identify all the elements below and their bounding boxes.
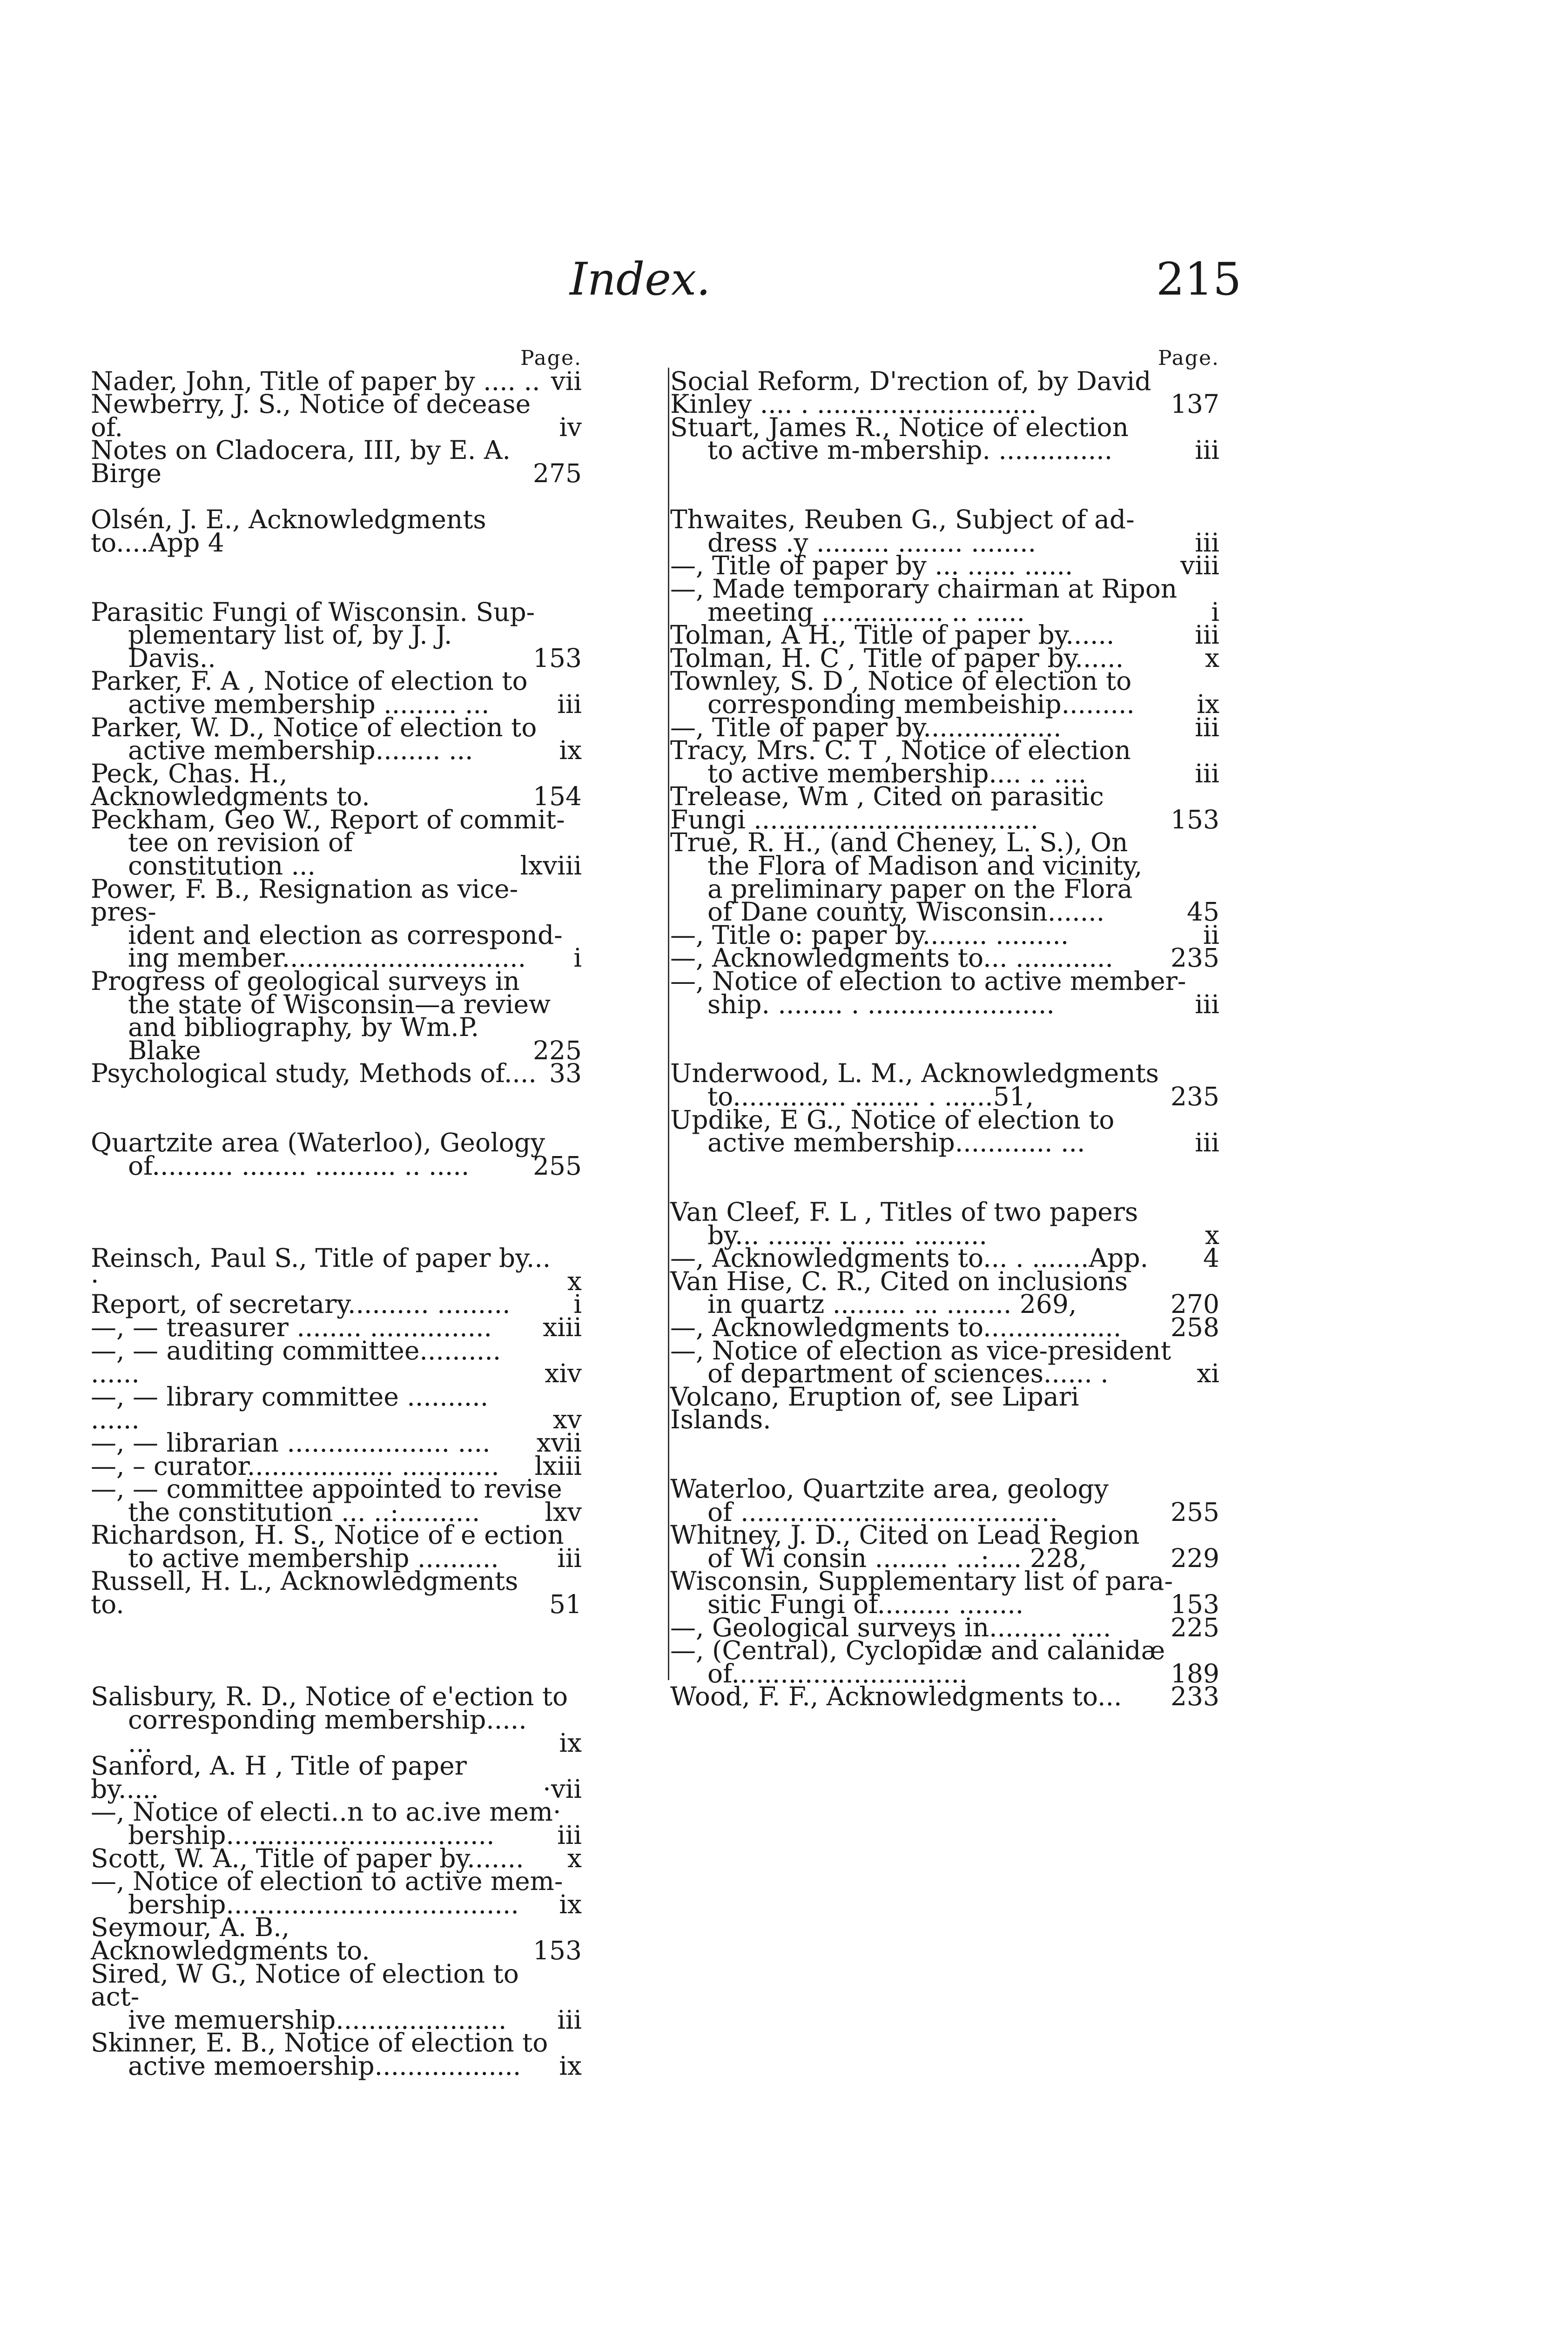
entry-text: Richardson, H. S., Notice of e ection <box>91 1520 564 1550</box>
index-entry <box>670 1681 1219 1712</box>
page-column-label: Page. <box>1157 346 1219 370</box>
entry-page-ref: iii <box>557 1543 582 1573</box>
entry-text: Russell, H. L., Acknowledgments to. <box>91 1566 526 1620</box>
spacer <box>670 1016 1219 1039</box>
index-entry <box>91 389 582 442</box>
spacer <box>91 1177 582 1201</box>
entry-text: Parker, W. D., Notice of election to <box>91 712 537 742</box>
column-divider <box>668 368 669 1680</box>
spacer <box>91 1616 582 1640</box>
entry-page-ref: 225 <box>533 1035 582 1065</box>
entry-page-ref: ix <box>559 735 582 766</box>
entry-page-ref: i <box>1211 597 1219 627</box>
entry-text: Seymour, A. B., Acknowledgments to. <box>91 1912 370 1965</box>
entry-text: of............................. <box>707 1658 968 1688</box>
spacer <box>670 1155 1219 1178</box>
entry-text: Report, of secretary.......... ......... <box>91 1289 511 1319</box>
entry-text: bership.................................... <box>128 1889 519 1919</box>
entry-text: —, — auditing committee.......... ...... <box>91 1335 509 1389</box>
entry-page-ref: lxv <box>545 1497 582 1527</box>
entry-text: Trelease, Wm , Cited on parasitic <box>670 781 1104 812</box>
entry-text: to active membership.... .. .... <box>707 758 1087 788</box>
entry-text: Kinley .... . ........................... <box>670 389 1037 419</box>
entry-text: Waterloo, Quartzite area, geology <box>670 1474 1109 1504</box>
entry-text: —, Acknowledgments to... . .......App. <box>670 1243 1149 1273</box>
entry-page-ref: 189 <box>1171 1658 1219 1688</box>
entry-page-ref: ii <box>1203 920 1219 950</box>
index-entry <box>91 758 582 812</box>
index-entry <box>91 1705 582 1758</box>
entry-text: —, — librarian .................... .... <box>91 1427 491 1458</box>
entry-text: a preliminary paper on the Flora <box>707 874 1133 904</box>
index-entry <box>91 1058 582 1089</box>
entry-text: Scott, W. A., Title of paper by....... <box>91 1843 524 1873</box>
entry-text: Nader, John, Title of paper by .... .. <box>91 366 540 396</box>
entry-text: Quartzite area (Waterloo), Geology <box>91 1128 545 1158</box>
entry-text: Tolman, H. C , Title of paper by...... <box>670 643 1124 673</box>
entry-page-ref: i <box>573 943 582 973</box>
index-entry <box>91 1381 582 1435</box>
entry-text: —, Notice of election to active member- <box>670 966 1186 996</box>
entry-text: Peckham, Geo W., Report of commit- <box>91 804 565 834</box>
entry-text: of Wi consin ......... ...:.... 228, <box>707 1543 1087 1573</box>
spacer <box>91 1085 582 1109</box>
entry-text: —, Geological surveys in......... ..... <box>670 1612 1111 1642</box>
entry-page-ref: 270 <box>1171 1289 1219 1319</box>
index-entry <box>670 989 1219 1019</box>
entry-page-ref: 235 <box>1171 943 1219 973</box>
entry-text: Psychological study, Methods of.... <box>91 1058 537 1089</box>
entry-text: ing member.............................. <box>128 943 526 973</box>
entry-text: Salisbury, R. D., Notice of e'ection to <box>91 1681 568 1712</box>
entry-text: Parasitic Fungi of Wisconsin. Sup- <box>91 597 535 627</box>
entry-page-ref: ix <box>559 2051 582 2081</box>
page-header <box>570 251 1242 316</box>
entry-text: Notes on Cladocera, III, by E. A. Birge <box>91 435 519 488</box>
entry-text: sitic Fungi of......... ........ <box>707 1589 1024 1620</box>
spacer <box>91 1639 582 1662</box>
index-entry <box>91 435 582 488</box>
entry-text: dress .y ......... ........ ........ <box>707 527 1036 558</box>
entry-text: to.............. ........ . ......51, <box>707 1082 1034 1111</box>
entry-page-ref: vii <box>551 366 582 396</box>
page-title: Index. <box>570 253 711 305</box>
entry-page-ref: ix <box>1197 689 1219 719</box>
index-entry <box>91 1912 582 1965</box>
entry-text: Peck, Chas. H., Acknowledgments to. <box>91 758 370 812</box>
entry-text: True, R. H., (and Cheney, L. S.), On <box>670 827 1128 858</box>
entry-text: active memoership.................. <box>128 2051 521 2081</box>
entry-page-ref: ·vii <box>543 1774 582 1804</box>
entry-page-ref: 33 <box>549 1058 582 1089</box>
entry-text: —, Title of paper by ... ...... ...... <box>670 551 1073 581</box>
entry-text: —, – curator.................. ............ <box>91 1451 499 1481</box>
entry-text: plementary list of, by J. J. Davis.. <box>128 620 460 673</box>
entry-text: Parker, F. A , Notice of election to <box>91 666 528 696</box>
entry-text: Islands. <box>670 1405 771 1435</box>
entry-page-ref: iii <box>1195 712 1219 742</box>
entry-text: Skinner, E. B., Notice of election to <box>91 2028 548 2058</box>
entry-text: —, — committee appointed to revise <box>91 1474 562 1504</box>
entry-text: Townley, S. D , Notice of election to <box>670 666 1132 696</box>
index-entry <box>670 1405 1219 1435</box>
entry-page-ref: iii <box>1195 1128 1219 1158</box>
entry-text: ship. ........ . ....................... <box>707 989 1055 1019</box>
entry-page-ref: xv <box>552 1405 582 1435</box>
page-number: 215 <box>1156 253 1242 305</box>
index-entry <box>91 827 582 881</box>
entry-text: —, — library committee .......... ...... <box>91 1381 505 1435</box>
entry-text: Whitney, J. D., Cited on Lead Region <box>670 1520 1140 1550</box>
entry-text: ive memuership..................... <box>128 2004 507 2035</box>
entry-text: —, Title o: paper by........ ......... <box>670 920 1069 950</box>
entry-page-ref: iii <box>1195 758 1219 788</box>
spacer <box>670 1432 1219 1455</box>
entry-page-ref: iii <box>1195 620 1219 650</box>
entry-page-ref: 153 <box>1171 804 1219 834</box>
entry-text: —, Made temporary chairman at Ripon <box>670 573 1178 604</box>
entry-page-ref: lxviii <box>520 851 582 881</box>
entry-text: Power, F. B., Resignation as vice-pres- <box>91 874 518 927</box>
entry-text: Underwood, L. M., Acknowledgments <box>670 1058 1159 1089</box>
entry-text: Reinsch, Paul S., Title of paper by... · <box>91 1243 559 1296</box>
entry-text: the state of Wisconsin—a review <box>128 989 551 1019</box>
entry-text: Tolman, A H., Title of paper by...... <box>670 620 1115 650</box>
index-entry <box>91 1150 582 1181</box>
entry-page-ref: iii <box>1195 527 1219 558</box>
entry-page-ref: iv <box>559 412 582 442</box>
page-column-label: Page. <box>520 346 582 370</box>
entry-page-ref: 51 <box>549 1589 582 1620</box>
entry-page-ref: 229 <box>1171 1543 1219 1573</box>
spacer <box>91 1201 582 1224</box>
spacer <box>91 554 582 578</box>
entry-text: —, (Central), Cyclopidæ and calanidæ <box>670 1635 1165 1666</box>
entry-page-ref: 225 <box>1171 1612 1219 1642</box>
entry-text: and bibliography, by Wm.P. Blake <box>128 1012 487 1065</box>
index-entry <box>91 1012 582 1065</box>
entry-text: Fungi ................................... <box>670 804 1039 834</box>
entry-page-ref: 4 <box>1203 1243 1219 1273</box>
entry-text: —, Acknowledgments to................. <box>670 1312 1122 1342</box>
index-column-right <box>670 346 1219 1712</box>
index-entry <box>91 2051 582 2081</box>
index-entry <box>91 620 582 673</box>
entry-page-ref: lxiii <box>534 1451 582 1481</box>
index-entry <box>91 1243 582 1296</box>
entry-text: Progress of geological surveys in <box>91 966 520 996</box>
entry-page-ref: xi <box>1197 1359 1219 1389</box>
entry-page-ref: 235 <box>1171 1082 1219 1111</box>
entry-text: corresponding membership..... ... <box>128 1705 535 1758</box>
entry-page-ref: iii <box>557 1820 582 1850</box>
spacer <box>670 462 1219 485</box>
entry-text: Van Hise, C. R., Cited on inclusions <box>670 1266 1128 1296</box>
entry-page-ref: 233 <box>1171 1681 1219 1712</box>
entry-text: —, Acknowledgments to... ............ <box>670 943 1113 973</box>
entry-text: to active m-mbership. .............. <box>707 435 1113 465</box>
entry-text: of.......... ........ .......... .. ..... <box>128 1150 470 1181</box>
entry-text: active membership............ ... <box>707 1128 1085 1158</box>
entry-text: Wood, F. F., Acknowledgments to... <box>670 1681 1122 1712</box>
entry-text: Van Cleef, F. L , Titles of two papers <box>670 1197 1138 1227</box>
entry-text: to active membership .......... <box>128 1543 499 1573</box>
entry-text: —, Title of paper by................. <box>670 712 1062 742</box>
index-entry <box>91 1566 582 1620</box>
entry-text: the constitution ... ..:.......... <box>128 1497 480 1527</box>
entry-page-ref: 153 <box>1171 1589 1219 1620</box>
entry-text: —, — treasurer ........ ............... <box>91 1312 492 1342</box>
entry-page-ref: viii <box>1180 551 1219 581</box>
entry-text: Sanford, A. H , Title of paper by..... <box>91 1751 475 1804</box>
entry-text: tee on revision of constitution ... <box>128 827 361 881</box>
index-column-left <box>91 346 582 2081</box>
entry-page-ref: 255 <box>1171 1497 1219 1527</box>
entry-page-ref: x <box>567 1843 582 1873</box>
entry-page-ref: iii <box>1195 435 1219 465</box>
index-entry <box>670 435 1219 465</box>
entry-text: Olsén, J. E., Acknowledgments to....App 4 <box>91 504 495 558</box>
entry-text: the Flora of Madison and vicinity, <box>707 851 1143 881</box>
entry-page-ref: ix <box>559 1728 582 1758</box>
entry-text: of ....................................... <box>707 1497 1058 1527</box>
index-entry <box>91 1335 582 1389</box>
entry-text: ident and election as correspond- <box>128 920 563 950</box>
entry-text: bership................................. <box>128 1820 495 1850</box>
entry-page-ref: x <box>1205 1220 1219 1250</box>
index-entry <box>91 874 582 927</box>
entry-page-ref: iii <box>1195 989 1219 1019</box>
entry-page-ref: i <box>573 1289 582 1319</box>
entry-text: Wisconsin, Supplementary list of para- <box>670 1566 1173 1596</box>
entry-text: corresponding membeiship......... <box>707 689 1135 719</box>
entry-text: —, Notice of election as vice-president <box>670 1335 1171 1365</box>
entry-page-ref: 137 <box>1171 389 1219 419</box>
entry-text: of department of sciences...... . <box>707 1359 1109 1389</box>
entry-page-ref: xvii <box>536 1427 582 1458</box>
entry-text: —, Notice of electi..n to ac.ive mem· <box>91 1797 561 1827</box>
entry-page-ref: x <box>1205 643 1219 673</box>
entry-text: by... ........ ........ ......... <box>707 1220 987 1250</box>
entry-text: active membership........ ... <box>128 735 473 766</box>
entry-page-ref: 153 <box>533 1935 582 1965</box>
index-entry <box>91 504 582 558</box>
index-entry <box>670 1128 1219 1158</box>
entry-page-ref: 154 <box>533 781 582 812</box>
entry-page-ref: iii <box>557 2004 582 2035</box>
entry-text: of Dane county, Wisconsin....... <box>707 897 1105 927</box>
entry-text: active membership ......... ... <box>128 689 490 719</box>
index-entry <box>91 1958 582 2012</box>
entry-text: in quartz ......... ... ........ 269, <box>707 1289 1077 1319</box>
entry-text: Thwaites, Reuben G., Subject of ad- <box>670 504 1135 535</box>
entry-page-ref: iii <box>557 689 582 719</box>
entry-page-ref: xiii <box>543 1312 582 1342</box>
entry-text: Tracy, Mrs. C. T , Notice of election <box>670 735 1131 766</box>
entry-text: Newberry, J. S., Notice of decease of. <box>91 389 539 442</box>
entry-page-ref: xiv <box>545 1359 582 1389</box>
entry-text: meeting ............... .. ...... <box>707 597 1025 627</box>
entry-text: —, Notice of election to active mem- <box>91 1866 563 1897</box>
entry-text: Updike, E G., Notice of election to <box>670 1104 1115 1135</box>
entry-page-ref: x <box>567 1266 582 1296</box>
entry-page-ref: 153 <box>533 643 582 673</box>
index-entry <box>91 1751 582 1804</box>
entry-page-ref: 258 <box>1171 1312 1219 1342</box>
entry-page-ref: 255 <box>533 1150 582 1181</box>
entry-text: Volcano, Eruption of, see Lipari <box>670 1381 1079 1412</box>
entry-text: Sired, W G., Notice of election to act- <box>91 1958 527 2012</box>
entry-page-ref: 275 <box>533 458 582 488</box>
entry-page-ref: ix <box>559 1889 582 1919</box>
entry-text: Stuart, James R., Notice of election <box>670 412 1129 442</box>
entry-text: Social Reform, D'rection of, by David <box>670 366 1151 396</box>
entry-page-ref: 45 <box>1187 897 1219 927</box>
